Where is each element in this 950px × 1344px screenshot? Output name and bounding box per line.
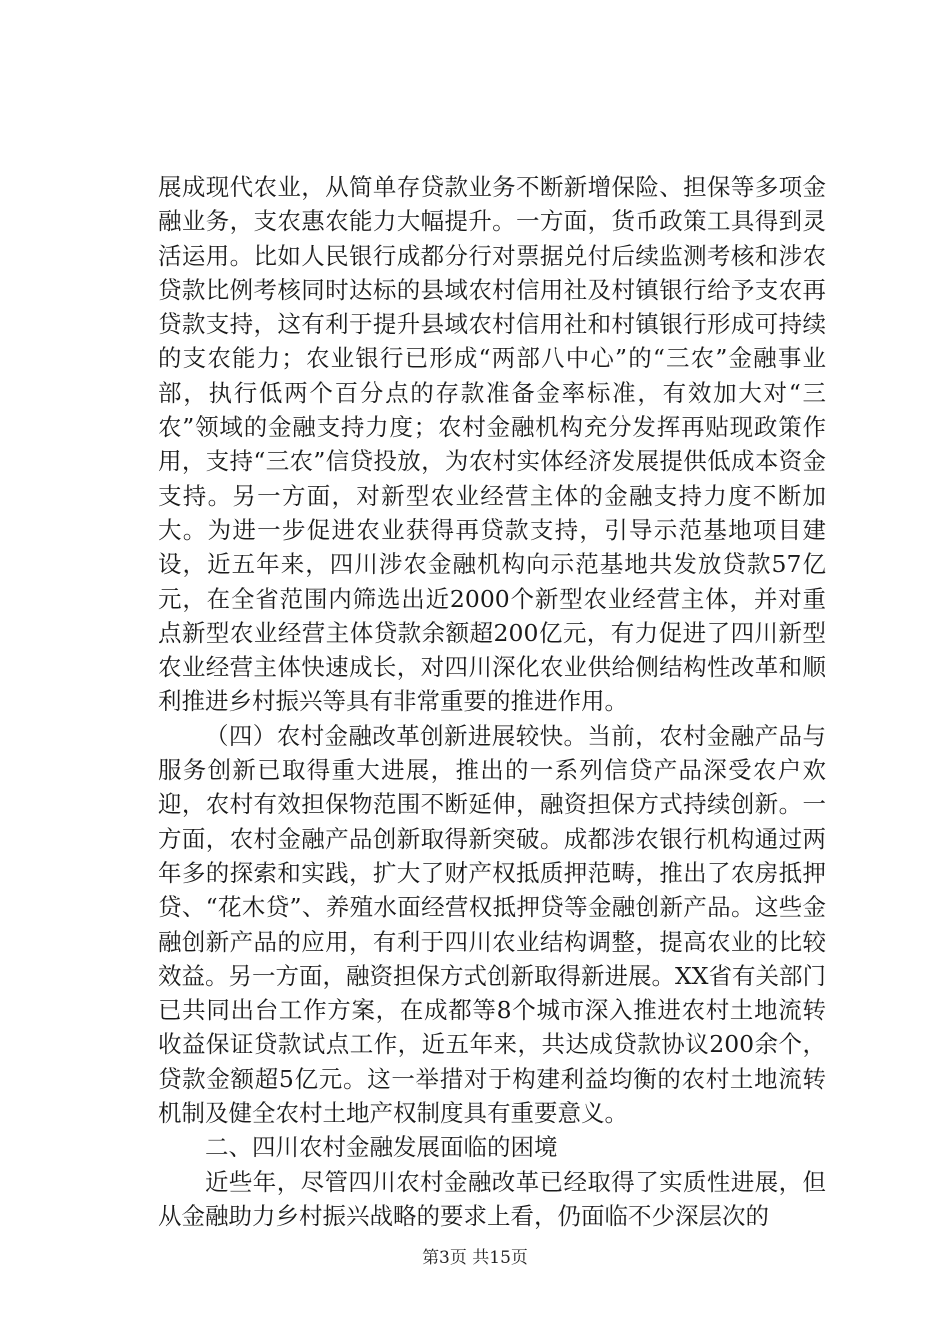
- paragraph-section-four: （四）农村金融改革创新进展较快。当前，农村金融产品与服务创新已取得重大进展，推出的一系列信贷产品深受农户欢迎，农村有效担保物范围不断延伸，融资担保方式持续创新。一方面，农村金融产品创新取得新突破。成都涉农银行机构通过两年多的探索和实践，扩大了财产权抵质押范畴，推出了农房抵押贷、“花木贷”、养殖水面经营权抵押贷等金融创新产品。这些金融创新产品的应用，有利于四川农业结构调整，提高农业的比较效益。另一方面，融资担保方式创新取得新进展。XX省有关部门已共同出台工作方案，在成都等8个城市深入推进农村土地流转收益保证贷款试点工作，近五年来，共达成贷款协议200余个，贷款金额超5亿元。这一举措对于构建利益均衡的农村土地流转机制及健全农村土地产权制度具有重要意义。: [158, 721, 826, 1128]
- paragraph-intro: 近些年，尽管四川农村金融改革已经取得了实质性进展，但从金融助力乡村振兴战略的要求上看，仍面临不少深层次的: [158, 1167, 826, 1230]
- section-heading: 二、四川农村金融发展面临的困境: [205, 1133, 558, 1162]
- paragraph-continued: 展成现代农业，从简单存贷款业务不断新增保险、担保等多项金融业务，支农惠农能力大幅提升。一方面，货币政策工具得到灵活运用。比如人民银行成都分行对票据兑付后续监测考核和涉农贷款比例考核同时达标的县域农村信用社及村镇银行给予支农再贷款支持，这有利于提升县域农村信用社和村镇银行形成可持续的支农能力；农业银行已形成“两部八中心”的“三农”金融事业部，执行低两个百分点的存款准备金率标准，有效加大对“三农”领域的金融支持力度；农村金融机构充分发挥再贴现政策作用，支持“三农”信贷投放，为农村实体经济发展提供低成本资金支持。另一方面，对新型农业经营主体的金融支持力度不断加大。为进一步促进农业获得再贷款支持，引导示范基地项目建设，近五年来，四川涉农金融机构向示范基地共发放贷款57亿元，在全省范围内筛选出近2000个新型农业经营主体，并对重点新型农业经营主体贷款余额超200亿元，有力促进了四川新型农业经营主体快速成长，对四川深化农业供给侧结构性改革和顺利推进乡村振兴等具有非常重要的推进作用。: [158, 173, 826, 716]
- document-body: [158, 170, 826, 1233]
- page-number-footer: 第3页 共15页: [422, 1248, 528, 1268]
